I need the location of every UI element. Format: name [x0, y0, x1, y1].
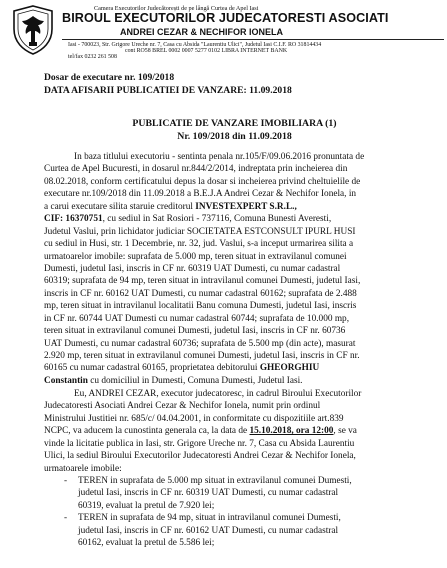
item-keyword: TEREN [78, 476, 108, 486]
text-line: 60319, evaluat la pretul de 7.920 lei; [78, 500, 215, 511]
text-line: urmatoarelor imobile: suprafata de 5.000 mp, teren situat in extravilanul comunei [44, 251, 347, 262]
text-segment: , cu sediul in Sat Rosiori - 737116, Comuna Bunesti Averesti, [102, 214, 332, 225]
property-list [64, 475, 438, 550]
list-item [64, 512, 438, 549]
coat-of-arms-icon [8, 4, 58, 56]
text-line [44, 201, 438, 213]
text-line: 08.02.2018, conform certificatului depus la dosar si incheierea privind cheltuielile de [44, 176, 361, 187]
text-line: executare nr.109/2018 din 11.09.2018 a B.E.J.A Andrei Cezar & Nechifor Ionela, in [44, 189, 357, 200]
text-line: 2.920 mp, teren situat in extravilanul comunei Dumesti, judetul Iasi, inscris in CF nr. [44, 351, 360, 361]
file-number: Dosar de executare nr. 109/2018 [44, 72, 175, 83]
posting-date: DATA AFISARII PUBLICATIEI DE VANZARE: 11.09.2018 [44, 85, 292, 96]
text-line: in CF nr. 60744 UAT Dumesti cu numar cadastral 60744; suprafata de 10.000 mp, [44, 313, 350, 324]
text-line: urmatoarele imobile: [44, 463, 122, 474]
auction-date: 15.10.2018, ora 12:00 [249, 426, 334, 437]
text-segment: NCPC, va aducem la cunostinta generala ca, la data de [44, 426, 250, 437]
letterhead-divider [62, 39, 444, 40]
text-line: judetul Iasi, inscris in CF nr. 60162 UAT Dumesti, cu numar cadastral [78, 525, 339, 536]
text-line: judetul Iasi, inscris in CF nr. 60319 UAT Dumesti, cu numar cadastral [78, 488, 339, 499]
text-line: Judecatoresti Asociati Andrei Cezar & Nechifor Ionela, numit prin ordinul [44, 401, 321, 412]
text-line: UAT Dumesti, cu numar cadastral 60736; suprafata de 5.500 mp (din acte), masurat [44, 338, 356, 349]
text-line: inscris in CF nr. 60162 UAT Dumesti, cu numar cadastral 60162; suprafata de 2.488 [44, 288, 357, 299]
debtor-surname: GHEORGHIU [259, 363, 320, 374]
text-line: 60162, evaluat la pretul de 5.586 lei; [78, 538, 215, 549]
text-segment: , se va [333, 426, 357, 437]
text-line: vinde la licitatie publica in Iasi, str. Grigore Ureche nr. 7, Casa cu Absida Laurentiu [44, 438, 355, 449]
text-line [78, 512, 438, 524]
list-item [64, 475, 438, 512]
title-line: PUBLICATIE DE VANZARE IMOBILIARA (1) [132, 118, 337, 129]
text-line: Dumesti, judetul Iasi, inscris in CF nr. 60319 UAT Dumesti, cu numar cadastral [44, 263, 341, 274]
text-segment: 60165 cu numar cadastral 60165, proprietatea debitorului [44, 363, 260, 374]
text-line: Judetul Vaslui, prin lichidator judiciar SOCIETATEA ESTCONSULT IPURL HUSI [44, 226, 356, 237]
text-line [44, 362, 438, 374]
paragraph-auction-notice [44, 388, 438, 475]
paragraph-enforcement [44, 151, 438, 387]
text-line [44, 425, 438, 437]
text-segment: in suprafata de 94 mp, situat in intravilanul comunei Dumesti, [107, 513, 341, 524]
text-line [44, 213, 438, 225]
title-number: Nr. 109/2018 din 11.09.2018 [177, 131, 292, 142]
text-line: teren situat in extravilanul comunei Dumesti, judetul Iasi, inscris in CF nr. 60736 [44, 326, 346, 337]
office-phone: tel/fax 0232 261 508 [68, 54, 117, 60]
file-info [44, 71, 292, 97]
text-segment: cu domiciliul in Dumesti, Comuna Dumesti, Judetul Iasi. [87, 375, 303, 386]
item-keyword: TEREN [78, 513, 108, 524]
text-line [78, 475, 438, 487]
office-address: Iasi - 700023, Str. Grigore Ureche nr. 7, Casa cu Absida "Laurentiu Ulici", Judetul Iasi C.I.F. RO 31814434 [68, 42, 322, 48]
text-line: Ministrului Justitiei nr. 685/c/ 04.04.2001, in conformitate cu dispozitiile art.839 [44, 413, 344, 424]
creditor-cif: CIF: 16370751 [44, 214, 103, 225]
letterhead [0, 0, 447, 58]
creditor-name: INVESTEXPERT S.R.L., [195, 201, 297, 212]
text-segment: a carui executare silita staruie creditorul [44, 201, 196, 212]
office-name: BIROUL EXECUTORILOR JUDECATORESTI ASOCIATI [62, 11, 389, 25]
debtor-firstname: Constantin [44, 375, 88, 386]
office-partners: ANDREI CEZAR & NECHIFOR IONELA [120, 27, 284, 37]
text-line: 60319; suprafata de 94 mp, teren situat in intravilanul comunei Dumesti, judetul Iasi, [44, 276, 361, 287]
text-line: cu sediul in Husi, str. 1 Decembrie, nr. 32, jud. Vaslui, s-a inceput urmarirea silita a [44, 239, 354, 250]
text-line [44, 375, 438, 387]
text-line: Eu, ANDREI CEZAR, executor judecatoresc, in cadrul Biroului Executorilor [74, 389, 362, 399]
bank-account: cont RO58 BREL 0002 0007 5277 0102 LIBRA INTERNET BANK [125, 48, 288, 54]
chamber-name: Camera Executorilor Judecătorești de pe lângă Curtea de Apel Iasi [94, 5, 259, 12]
text-line: mp, teren situat in intravilanul localitatii Banu comuna Dumesti, judetul Iasi, inscris [44, 301, 357, 312]
list-bullet: - [64, 513, 68, 524]
text-segment: in suprafata de 5.000 mp situat in extravilanul comunei Dumesti, [107, 476, 352, 486]
list-bullet: - [64, 476, 68, 486]
text-line: Curtea de Apel Bucuresti, in dosarul nr.844/2/2014, indreptata prin incheierea din [44, 164, 348, 175]
document-title [0, 117, 447, 143]
text-line: Ulici, la sediul Biroului Executorilor Judecatoresti Andrei Cezar & Nechifor Ionela, [44, 451, 356, 462]
text-line: In baza titlului executoriu - sentinta penala nr.105/F/09.06.2016 pronuntata de [74, 152, 365, 162]
